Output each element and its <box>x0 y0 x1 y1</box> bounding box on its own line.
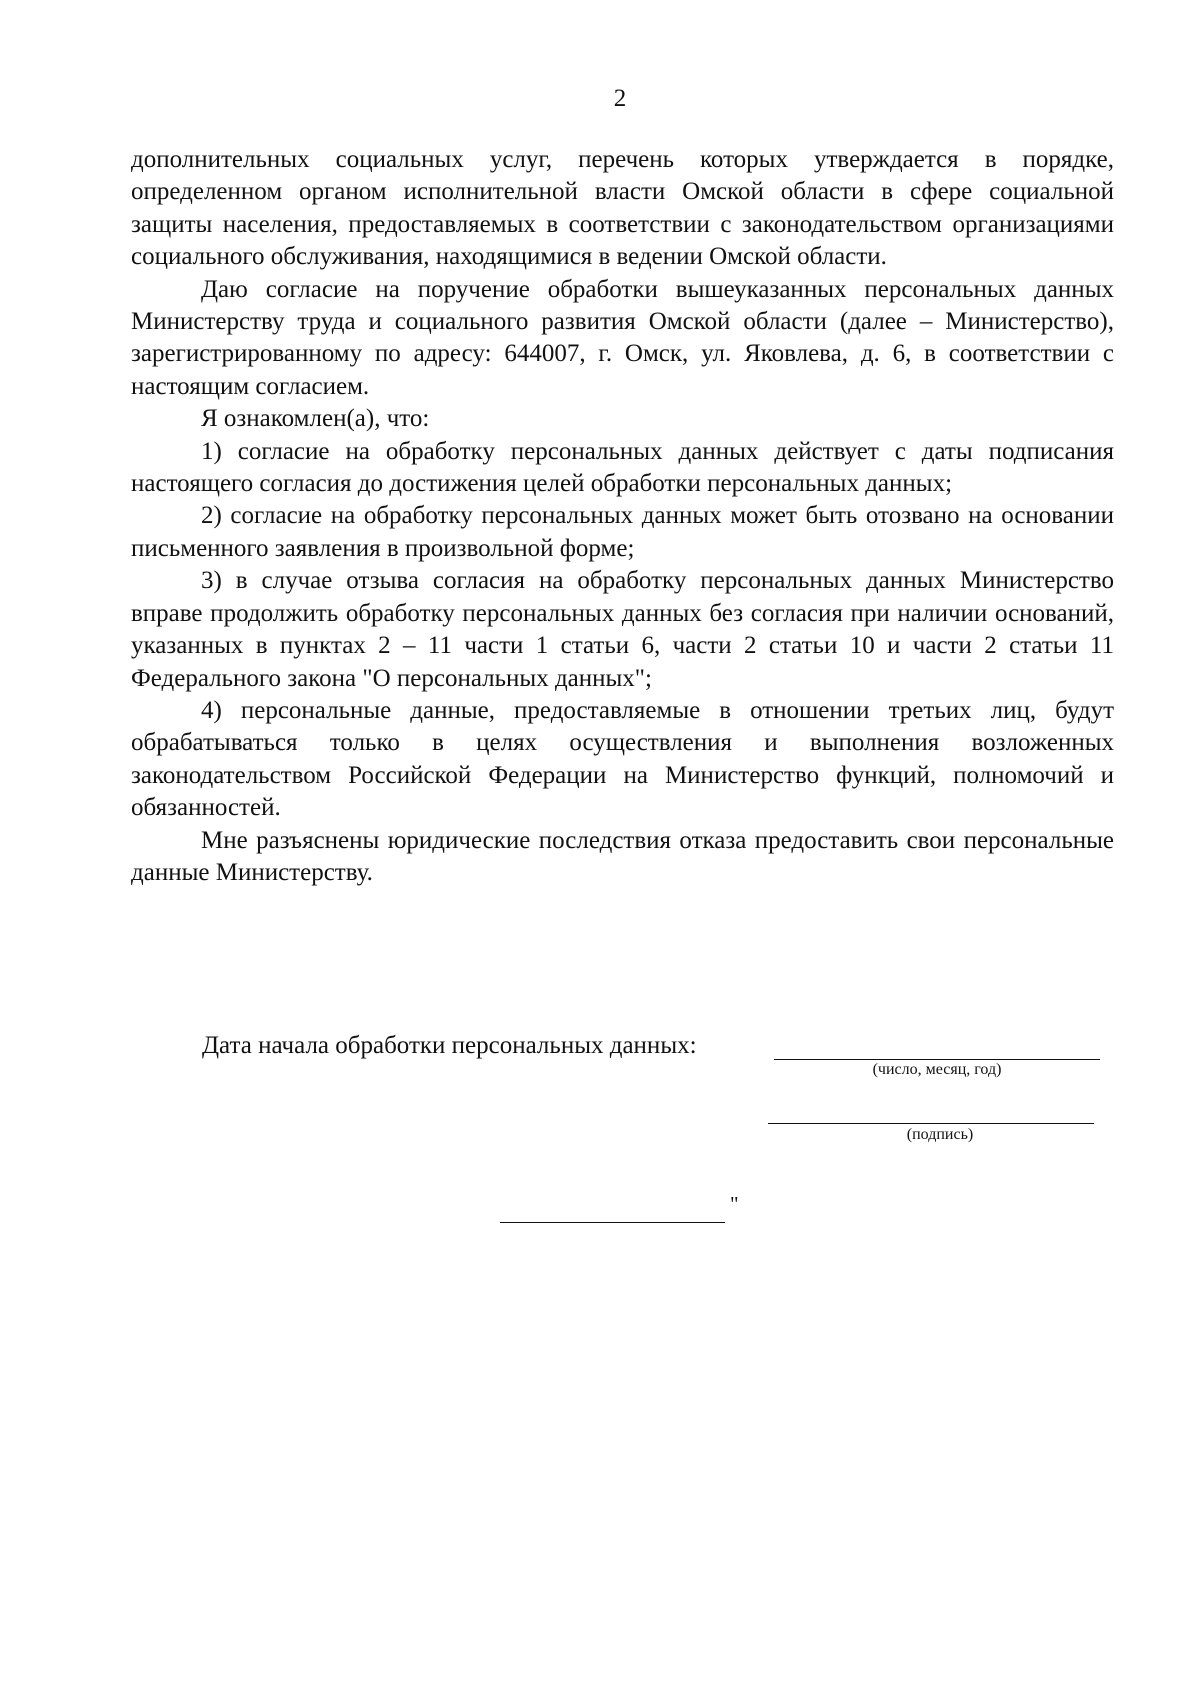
processing-start-date-label: Дата начала обработки персональных данных: <box>202 1032 697 1059</box>
consent-text <box>131 144 1114 889</box>
page-number: 2 <box>613 85 627 112</box>
paragraph-item-2: 2) согласие на обработку персональных данных может быть отозвано на основании письменного заявления в произвольной форме; <box>131 502 1114 562</box>
paragraph-consequences: Мне разъяснены юридические последствия отказа предоставить свои персональные данные Министерству. <box>131 826 1114 886</box>
paragraph-consent-assignment: Даю согласие на поручение обработки вышеуказанных персональных данных Министерству труда и социального развития Омской области (далее – Министерство), зарегистрированному по адресу: 644007, г. Омск, ул. Яковлева, д. 6, в соответствии с настоящим согласием. <box>131 275 1114 400</box>
bottom-quote-mark: " <box>730 1192 739 1216</box>
paragraph-item-4: 4) персональные данные, предоставляемые в отношении третьих лиц, будут обрабатываться только в целях осуществления и выполнения возложенных законодательством Российской Федерации на Министерство функций, полномочий и обязанностей. <box>131 696 1114 822</box>
paragraph-continuation: дополнительных социальных услуг, перечень которых утверждается в порядке, определенном органом исполнительной власти Омской области в сфере социальной защиты населения, предоставляемых в соответствии с законодательством организациями социального обслуживания, находящимися в ведении Омской области. <box>131 146 1114 271</box>
paragraph-item-3: 3) в случае отзыва согласия на обработку персональных данных Министерство вправе продолжить обработку персональных данных без согласия при наличии оснований, указанных в пунктах 2 – 11 части 1 статьи 6, части 2 статьи 10 и части 2 статьи 11 Федерального закона "О персональных данных"; <box>131 567 1114 692</box>
signature-caption: (подпись) <box>906 1126 974 1143</box>
signature-field[interactable] <box>768 1123 1094 1124</box>
date-field-caption: (число, месяц, год) <box>872 1061 1002 1078</box>
paragraph-acknowledgement-intro: Я ознакомлен(а), что: <box>201 405 430 433</box>
paragraph-item-1: 1) согласие на обработку персональных данных действует с даты подписания настоящего согласия до достижения целей обработки персональных данных; <box>131 437 1114 498</box>
bottom-blank-line[interactable] <box>500 1222 725 1223</box>
